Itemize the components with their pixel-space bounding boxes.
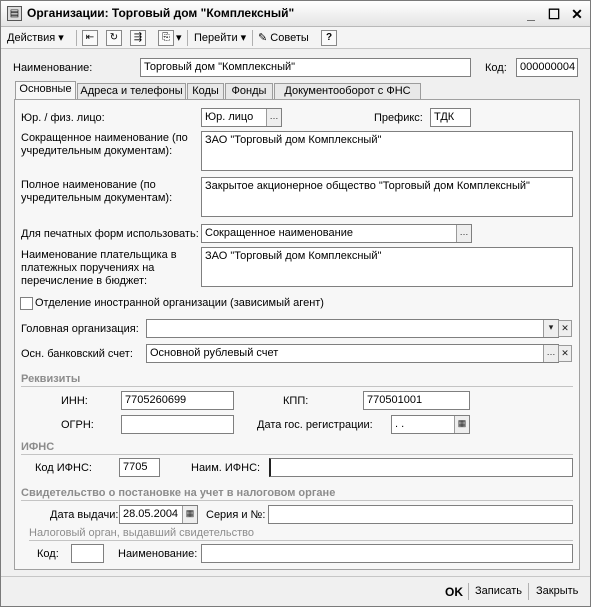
regdate-label: Дата гос. регистрации: — [257, 419, 373, 431]
short-name-label: Сокращенное наименование (по учредительным документам): — [21, 132, 188, 157]
foreign-org-checkbox[interactable] — [20, 297, 33, 310]
refresh-icon[interactable]: ↻ — [106, 30, 122, 46]
group-divider — [21, 500, 573, 501]
save-button[interactable]: Записать — [475, 585, 523, 597]
structure-icon[interactable]: ⇶ — [130, 30, 146, 46]
select-ellipsis-icon[interactable]: … — [266, 109, 281, 126]
enter-dropdown-arrow-icon[interactable]: ▾ — [176, 32, 182, 44]
code-field[interactable]: 000000004 — [516, 58, 578, 77]
bank-account-label: Осн. банковский счет: — [21, 348, 133, 360]
authority-name-field[interactable] — [201, 544, 573, 563]
ifns-code-label: Код ИФНС: — [35, 462, 92, 474]
ifns-name-label: Наим. ИФНС: — [191, 462, 261, 474]
payer-name-field[interactable]: ЗАО "Торговый дом Комплексный" — [201, 247, 573, 287]
tips-label: Советы — [270, 32, 309, 44]
authority-code-label: Код: — [37, 548, 59, 560]
group-divider — [21, 454, 573, 455]
inn-field[interactable]: 7705260699 — [121, 391, 234, 410]
regdate-value: . . — [395, 418, 405, 430]
clear-icon[interactable]: ✕ — [558, 345, 572, 362]
authority-name-label: Наименование: — [118, 548, 198, 560]
bank-account-value: Основной рублевый счет — [150, 347, 279, 359]
foreign-org-label: Отделение иностранной организации (зависимый агент) — [35, 297, 324, 309]
help-icon[interactable]: ? — [321, 30, 337, 46]
requisites-group-title: Реквизиты — [21, 373, 81, 385]
issue-date-label: Дата выдачи: — [50, 509, 119, 521]
series-field[interactable] — [268, 505, 573, 524]
footer-bar — [1, 576, 590, 606]
bank-account-field[interactable] — [146, 344, 559, 363]
ifns-name-field[interactable] — [269, 458, 573, 477]
back-arrow-icon[interactable]: ⇤ — [82, 30, 98, 46]
tab-funds[interactable]: Фонды — [225, 83, 273, 100]
print-forms-label: Для печатных форм использовать: — [21, 228, 199, 240]
close-icon[interactable]: ✕ — [571, 6, 583, 22]
dropdown-arrow-icon: ▾ — [240, 32, 247, 44]
ogrn-label: ОГРН: — [61, 419, 94, 431]
footer-separator — [528, 583, 529, 600]
group-divider — [21, 386, 573, 387]
payer-name-label: Наименование плательщика в платежных поручениях на перечисление в бюджет: — [21, 249, 177, 287]
select-ellipsis-icon[interactable]: … — [456, 225, 471, 242]
ifns-group-title: ИФНС — [21, 441, 55, 453]
dropdown-arrow-icon[interactable]: ▾ — [543, 320, 558, 337]
goto-label: Перейти — [194, 32, 238, 44]
code-label: Код: — [485, 62, 507, 74]
minimize-icon[interactable]: _ — [527, 6, 535, 22]
issuing-authority-subtitle: Налоговый орган, выдавший свидетельство — [29, 527, 255, 539]
actions-label: Действия — [7, 32, 56, 44]
tips-icon: ✎ — [258, 32, 268, 44]
kpp-field[interactable]: 770501001 — [363, 391, 470, 410]
toolbar — [1, 27, 590, 49]
legal-type-label: Юр. / физ. лицо: — [21, 112, 105, 124]
toolbar-separator — [187, 30, 188, 46]
calendar-icon[interactable]: ▦ — [182, 506, 197, 523]
toolbar-separator — [252, 30, 253, 46]
ok-button[interactable]: OK — [445, 585, 463, 599]
name-label: Наименование: — [13, 62, 93, 74]
calendar-icon[interactable]: ▦ — [454, 416, 469, 433]
legal-type-field[interactable] — [201, 108, 282, 127]
tab-codes[interactable]: Коды — [187, 83, 224, 100]
window-title: Организации: Торговый дом "Комплексный" — [27, 6, 295, 20]
select-ellipsis-icon[interactable]: … — [543, 345, 558, 362]
inn-label: ИНН: — [61, 395, 88, 407]
tab-fns-docflow[interactable]: Документооборот с ФНС — [274, 83, 421, 100]
group-divider — [29, 540, 573, 541]
actions-menu-button[interactable] — [7, 29, 64, 47]
name-field[interactable]: Торговый дом "Комплексный" — [140, 58, 471, 77]
close-button[interactable]: Закрыть — [536, 585, 579, 597]
authority-code-field[interactable] — [71, 544, 104, 563]
maximize-icon[interactable]: ☐ — [547, 6, 561, 22]
certificate-group-title: Свидетельство о постановке на учет в налоговом органе — [21, 487, 336, 499]
series-label: Серия и №: — [206, 509, 266, 521]
full-name-label: Полное наименование (по учредительным документам): — [21, 179, 173, 204]
title-bar — [1, 1, 590, 27]
short-name-field[interactable]: ЗАО "Торговый дом Комплексный" — [201, 131, 573, 171]
goto-menu-button[interactable] — [194, 29, 246, 47]
head-org-field[interactable] — [146, 319, 559, 338]
prefix-label: Префикс: — [374, 112, 423, 124]
full-name-field[interactable]: Закрытое акционерное общество "Торговый дом Комплексный" — [201, 177, 573, 217]
toolbar-separator — [76, 30, 77, 46]
clear-icon[interactable]: ✕ — [558, 320, 572, 337]
prefix-field[interactable]: ТДК — [430, 108, 471, 127]
app-icon: ▤ — [7, 6, 22, 21]
tab-main[interactable]: Основные — [15, 81, 76, 101]
tips-button[interactable] — [258, 29, 309, 47]
tab-addresses[interactable]: Адреса и телефоны — [77, 83, 186, 100]
dropdown-arrow-icon: ▾ — [58, 32, 64, 44]
print-forms-field[interactable] — [201, 224, 472, 243]
ogrn-field[interactable] — [121, 415, 234, 434]
issue-date-value: 28.05.2004 — [123, 508, 179, 520]
ifns-code-field[interactable]: 7705 — [119, 458, 160, 477]
kpp-label: КПП: — [283, 395, 309, 407]
legal-type-value: Юр. лицо — [205, 111, 254, 123]
enter-on-base-icon[interactable]: ⎘ — [158, 30, 174, 46]
print-forms-value: Сокращенное наименование — [205, 227, 353, 239]
footer-separator — [468, 583, 469, 600]
issue-date-field[interactable] — [119, 505, 198, 524]
regdate-field[interactable] — [391, 415, 470, 434]
head-org-label: Головная организация: — [21, 323, 139, 335]
